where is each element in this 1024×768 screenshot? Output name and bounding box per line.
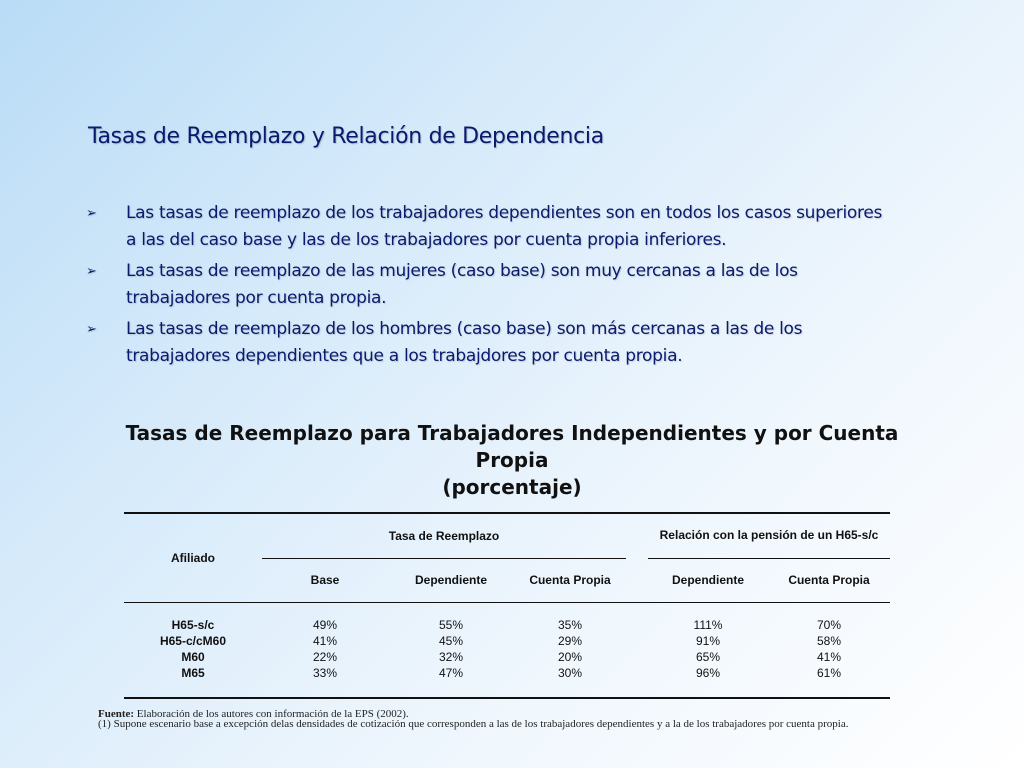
- table-cell: 41%: [312, 634, 338, 648]
- arrow-bullet-icon: ➢: [86, 206, 97, 221]
- group-header-relacion: Relación con la pensión de un H65-s/c: [648, 514, 890, 558]
- table-title: [100, 420, 924, 501]
- table-cell: 70%: [816, 618, 842, 632]
- table-cell: 49%: [312, 618, 338, 632]
- table-cell: 55%: [438, 618, 464, 632]
- column-header: Dependiente: [671, 573, 744, 588]
- table-cell: 96%: [695, 666, 721, 680]
- row-label: H65-c/cM60: [159, 634, 227, 648]
- table-title-line: (porcentaje): [442, 475, 582, 499]
- table-cell: 33%: [312, 666, 338, 680]
- group-header-tasa: Tasa de Reemplazo: [262, 514, 626, 558]
- source-note: [98, 709, 918, 729]
- replacement-rate-table: [124, 512, 890, 699]
- table-cell: 22%: [312, 650, 338, 664]
- table-cell: 45%: [438, 634, 464, 648]
- bullet-item: [86, 200, 886, 254]
- row-label: H65-s/c: [171, 618, 215, 632]
- bullet-text: Las tasas de reemplazo de los hombres (caso base) son más cercanas a las de los trabajadores dependientes que a los trabajdores por cuenta propia.: [126, 319, 803, 366]
- table-cell: 41%: [816, 650, 842, 664]
- arrow-bullet-icon: ➢: [86, 264, 97, 279]
- table-row: [124, 665, 890, 681]
- table-title-line: Propia: [475, 448, 549, 472]
- table-cell: 29%: [557, 634, 583, 648]
- table-cell: 91%: [695, 634, 721, 648]
- bullet-text: Las tasas de reemplazo de las mujeres (caso base) son muy cercanas a las de los trabajadores por cuenta propia.: [126, 261, 798, 308]
- table-row: [124, 649, 890, 665]
- table-cell: 30%: [557, 666, 583, 680]
- bullet-item: [86, 258, 886, 312]
- bullet-text: Las tasas de reemplazo de los trabajadores dependientes son en todos los casos superiores a las del caso base y las de los trabajadores por cuenta propia inferiores.: [126, 203, 883, 250]
- table-cell: 35%: [557, 618, 583, 632]
- column-header: Dependiente: [414, 573, 487, 588]
- table-cell: 47%: [438, 666, 464, 680]
- bullet-item: [86, 316, 886, 370]
- row-label: M60: [181, 650, 205, 664]
- column-header: Cuenta Propia: [788, 573, 870, 588]
- row-label: M65: [181, 666, 205, 680]
- table-row: [124, 617, 890, 633]
- table-cell: 65%: [695, 650, 721, 664]
- arrow-bullet-icon: ➢: [86, 322, 97, 337]
- bullet-list: [86, 200, 886, 374]
- table-row: [124, 633, 890, 649]
- table-cell: 61%: [816, 666, 842, 680]
- slide-title: Tasas de Reemplazo y Relación de Dependencia: [88, 124, 604, 149]
- source-text: Elaboración de los autores con información de la EPS (2002).: [134, 708, 409, 720]
- column-header-afiliado: Afiliado: [171, 551, 215, 565]
- table-cell: 58%: [816, 634, 842, 648]
- table-cell: 111%: [693, 618, 723, 632]
- table-title-line: Tasas de Reemplazo para Trabajadores Independientes y por Cuenta: [125, 421, 899, 445]
- table-cell: 20%: [557, 650, 583, 664]
- column-header: Base: [310, 573, 340, 588]
- footnote-text: (1) Supone escenario base a excepción delas densidades de cotización que corresponden a las de los trabajadores dependientes y a la de los trabajadores por cuenta propia.: [98, 718, 849, 730]
- table-cell: 32%: [438, 650, 464, 664]
- column-header: Cuenta Propia: [529, 573, 611, 588]
- source-label: Fuente:: [98, 708, 135, 720]
